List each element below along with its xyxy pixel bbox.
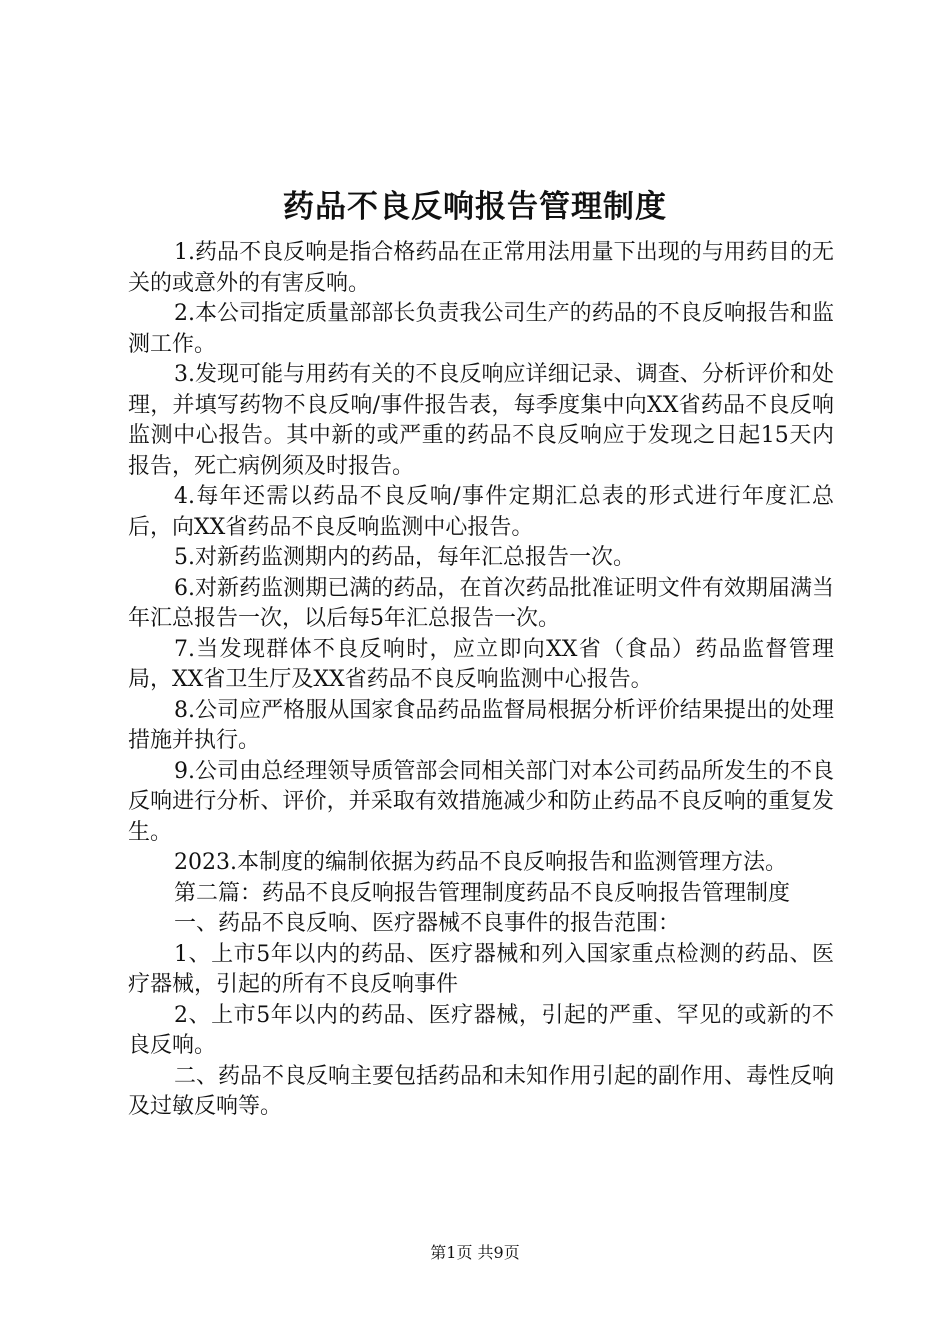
paragraph: 9.公司由总经理领导质管部会同相关部门对本公司药品所发生的不良反响进行分析、评价，并采取有效措施减少和防止药品不良反响的重复发生。 (128, 758, 834, 845)
paragraph: 6.对新药监测期已满的药品，在首次药品批准证明文件有效期届满当年汇总报告一次，以后每5年汇总报告一次。 (128, 575, 834, 631)
paragraph: 2.本公司指定质量部部长负责我公司生产的药品的不良反响报告和监测工作。 (128, 301, 834, 357)
paragraph: 一、药品不良反响、医疗器械不良事件的报告范围： (174, 911, 681, 936)
page-title: 药品不良反响报告管理制度 (283, 189, 667, 225)
section-heading: 第二篇：药品不良反响报告管理制度药品不良反响报告管理制度 (174, 880, 791, 906)
paragraph: 5.对新药监测期内的药品，每年汇总报告一次。 (174, 545, 635, 570)
paragraph: 2023.本制度的编制依据为药品不良反响报告和监测管理方法。 (174, 850, 787, 875)
paragraph: 二、药品不良反响主要包括药品和未知作用引起的副作用、毒性反响及过敏反响等。 (128, 1063, 835, 1119)
paragraph: 7.当发现群体不良反响时，应立即向XX省（食品）药品监督管理局，XX省卫生厅及XX省药品不良反响监测中心报告。 (128, 636, 834, 692)
paragraph: 8.公司应严格服从国家食品药品监督局根据分析评价结果提出的处理措施并执行。 (128, 697, 834, 753)
paragraph: 1、上市5年以内的药品、医疗器械和列入国家重点检测的药品、医疗器械，引起的所有不良反响事件 (128, 941, 834, 997)
document-body (128, 238, 834, 1123)
paragraph: 3.发现可能与用药有关的不良反响应详细记录、调查、分析评价和处理，并填写药物不良反响/事件报告表，每季度集中向XX省药品不良反响监测中心报告。其中新的或严重的药品不良反响应于发现之日起15天内报告，死亡病例须及时报告。 (128, 362, 834, 479)
page-footer: 第1页 共9页 (430, 1243, 520, 1262)
paragraph: 4.每年还需以药品不良反响/事件定期汇总表的形式进行年度汇总后，向XX省药品不良反响监测中心报告。 (128, 484, 834, 540)
paragraph: 2、上市5年以内的药品、医疗器械，引起的严重、罕见的或新的不良反响。 (128, 1002, 834, 1058)
paragraph: 1.药品不良反响是指合格药品在正常用法用量下出现的与用药目的无关的或意外的有害反响。 (128, 240, 834, 296)
